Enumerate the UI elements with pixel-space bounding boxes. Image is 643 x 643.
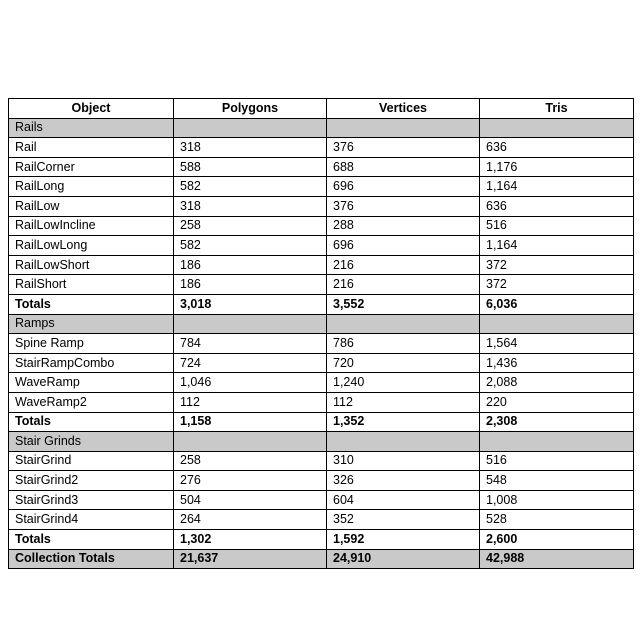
vertices-cell: 326 bbox=[327, 471, 480, 491]
tris-cell: 1,164 bbox=[480, 236, 634, 256]
object-cell: StairGrind bbox=[9, 451, 174, 471]
vertices-cell: 376 bbox=[327, 196, 480, 216]
object-cell: RailShort bbox=[9, 275, 174, 295]
polygons-cell: 1,158 bbox=[174, 412, 327, 432]
section-empty-cell bbox=[327, 432, 480, 452]
section-empty-cell bbox=[327, 118, 480, 138]
tris-cell: 528 bbox=[480, 510, 634, 530]
vertices-cell: 3,552 bbox=[327, 294, 480, 314]
table-row bbox=[9, 510, 634, 530]
table-row bbox=[9, 236, 634, 256]
table-row bbox=[9, 451, 634, 471]
table-row bbox=[9, 392, 634, 412]
polygons-cell: 3,018 bbox=[174, 294, 327, 314]
table-row bbox=[9, 471, 634, 491]
polygon-count-table bbox=[8, 98, 634, 569]
table-body bbox=[9, 118, 634, 569]
section-empty-cell bbox=[480, 432, 634, 452]
table-row bbox=[9, 157, 634, 177]
collection-totals-row bbox=[9, 549, 634, 569]
vertices-cell: 786 bbox=[327, 334, 480, 354]
polygons-cell: 582 bbox=[174, 236, 327, 256]
vertices-cell: 310 bbox=[327, 451, 480, 471]
object-cell: RailLowShort bbox=[9, 255, 174, 275]
polygons-cell: 264 bbox=[174, 510, 327, 530]
polygons-cell: 1,302 bbox=[174, 530, 327, 550]
object-cell: Collection Totals bbox=[9, 549, 174, 569]
polygons-cell: 21,637 bbox=[174, 549, 327, 569]
tris-cell: 516 bbox=[480, 216, 634, 236]
vertices-cell: 376 bbox=[327, 138, 480, 158]
vertices-cell: 688 bbox=[327, 157, 480, 177]
section-header-row bbox=[9, 314, 634, 334]
vertices-cell: 720 bbox=[327, 353, 480, 373]
object-cell: WaveRamp2 bbox=[9, 392, 174, 412]
polygons-cell: 258 bbox=[174, 451, 327, 471]
tris-cell: 2,308 bbox=[480, 412, 634, 432]
polygons-cell: 186 bbox=[174, 255, 327, 275]
tris-cell: 372 bbox=[480, 255, 634, 275]
section-header-row bbox=[9, 118, 634, 138]
object-cell: Rail bbox=[9, 138, 174, 158]
tris-cell: 1,176 bbox=[480, 157, 634, 177]
vertices-cell: 604 bbox=[327, 490, 480, 510]
header-row bbox=[9, 99, 634, 119]
vertices-cell: 696 bbox=[327, 177, 480, 197]
polygons-cell: 258 bbox=[174, 216, 327, 236]
tris-cell: 636 bbox=[480, 138, 634, 158]
polygons-cell: 784 bbox=[174, 334, 327, 354]
object-cell: WaveRamp bbox=[9, 373, 174, 393]
section-empty-cell bbox=[174, 314, 327, 334]
object-cell: RailLowLong bbox=[9, 236, 174, 256]
vertices-cell: 112 bbox=[327, 392, 480, 412]
object-cell: Totals bbox=[9, 530, 174, 550]
polygons-cell: 504 bbox=[174, 490, 327, 510]
tris-cell: 6,036 bbox=[480, 294, 634, 314]
table-row bbox=[9, 373, 634, 393]
section-empty-cell bbox=[174, 432, 327, 452]
header-tris: Tris bbox=[480, 99, 634, 119]
tris-cell: 1,436 bbox=[480, 353, 634, 373]
totals-row bbox=[9, 412, 634, 432]
polygons-cell: 276 bbox=[174, 471, 327, 491]
object-cell: RailCorner bbox=[9, 157, 174, 177]
table-row bbox=[9, 138, 634, 158]
tris-cell: 2,088 bbox=[480, 373, 634, 393]
tris-cell: 42,988 bbox=[480, 549, 634, 569]
header-polygons: Polygons bbox=[174, 99, 327, 119]
vertices-cell: 24,910 bbox=[327, 549, 480, 569]
object-cell: Totals bbox=[9, 412, 174, 432]
polygons-cell: 1,046 bbox=[174, 373, 327, 393]
object-cell: StairRampCombo bbox=[9, 353, 174, 373]
table-row bbox=[9, 353, 634, 373]
tris-cell: 516 bbox=[480, 451, 634, 471]
table-row bbox=[9, 334, 634, 354]
section-empty-cell bbox=[174, 118, 327, 138]
object-cell: Totals bbox=[9, 294, 174, 314]
polygons-cell: 582 bbox=[174, 177, 327, 197]
section-name: Stair Grinds bbox=[9, 432, 174, 452]
table-row bbox=[9, 177, 634, 197]
tris-cell: 548 bbox=[480, 471, 634, 491]
object-cell: StairGrind4 bbox=[9, 510, 174, 530]
object-cell: StairGrind2 bbox=[9, 471, 174, 491]
totals-row bbox=[9, 530, 634, 550]
tris-cell: 1,164 bbox=[480, 177, 634, 197]
table-row bbox=[9, 275, 634, 295]
header-object: Object bbox=[9, 99, 174, 119]
section-name: Ramps bbox=[9, 314, 174, 334]
tris-cell: 372 bbox=[480, 275, 634, 295]
section-header-row bbox=[9, 432, 634, 452]
tris-cell: 2,600 bbox=[480, 530, 634, 550]
table-row bbox=[9, 255, 634, 275]
polygons-cell: 588 bbox=[174, 157, 327, 177]
vertices-cell: 288 bbox=[327, 216, 480, 236]
vertices-cell: 1,240 bbox=[327, 373, 480, 393]
polygons-cell: 318 bbox=[174, 138, 327, 158]
polygons-cell: 186 bbox=[174, 275, 327, 295]
section-empty-cell bbox=[480, 118, 634, 138]
totals-row bbox=[9, 294, 634, 314]
section-name: Rails bbox=[9, 118, 174, 138]
vertices-cell: 1,352 bbox=[327, 412, 480, 432]
object-cell: StairGrind3 bbox=[9, 490, 174, 510]
polygons-cell: 318 bbox=[174, 196, 327, 216]
vertices-cell: 1,592 bbox=[327, 530, 480, 550]
tris-cell: 1,564 bbox=[480, 334, 634, 354]
tris-cell: 636 bbox=[480, 196, 634, 216]
table-row bbox=[9, 196, 634, 216]
object-cell: Spine Ramp bbox=[9, 334, 174, 354]
vertices-cell: 352 bbox=[327, 510, 480, 530]
vertices-cell: 216 bbox=[327, 255, 480, 275]
section-empty-cell bbox=[327, 314, 480, 334]
table-row bbox=[9, 216, 634, 236]
polygons-cell: 112 bbox=[174, 392, 327, 412]
vertices-cell: 696 bbox=[327, 236, 480, 256]
section-empty-cell bbox=[480, 314, 634, 334]
tris-cell: 220 bbox=[480, 392, 634, 412]
table-row bbox=[9, 490, 634, 510]
tris-cell: 1,008 bbox=[480, 490, 634, 510]
vertices-cell: 216 bbox=[327, 275, 480, 295]
polygons-cell: 724 bbox=[174, 353, 327, 373]
object-cell: RailLowIncline bbox=[9, 216, 174, 236]
object-cell: RailLow bbox=[9, 196, 174, 216]
object-cell: RailLong bbox=[9, 177, 174, 197]
header-vertices: Vertices bbox=[327, 99, 480, 119]
